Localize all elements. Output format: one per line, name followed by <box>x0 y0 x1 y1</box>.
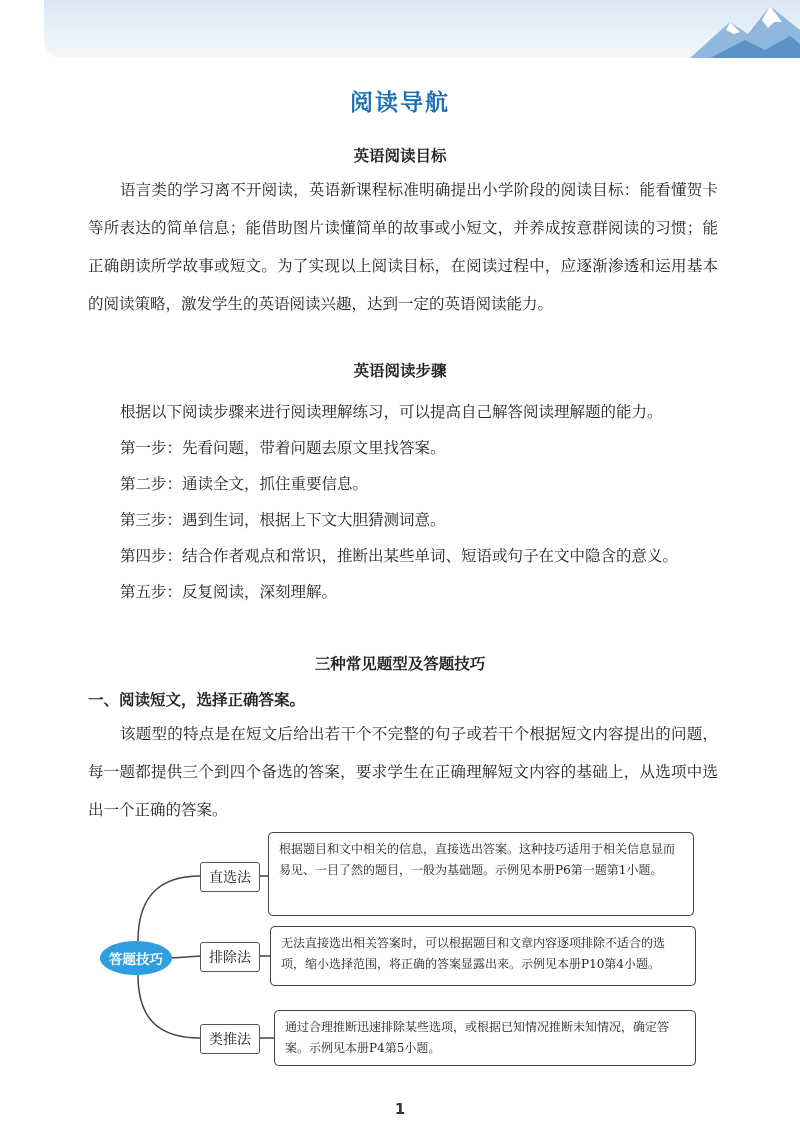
method-direct-select-desc: 根据题目和文中相关的信息，直接选出答案。这种技巧适用于相关信息显而易见、一目了然的题目，一般为基础题。示例见本册P6第一题第1小题。 <box>268 832 694 916</box>
page-title: 阅读导航 <box>350 89 450 116</box>
reading-steps-intro: 根据以下阅读步骤来进行阅读理解练习，可以提高自己解答阅读理解题的能力。 <box>120 403 663 421</box>
section-title-reading-steps: 英语阅读步骤 <box>353 362 447 380</box>
reading-step-1: 第一步：先看问题，带着问题去原文里找答案。 <box>120 439 446 457</box>
mindmap-hub: 答题技巧 <box>100 941 172 975</box>
method-direct-select: 直选法 <box>200 862 260 892</box>
reading-goals-paragraph: 语言类的学习离不开阅读，英语新课程标准明确提出小学阶段的阅读目标：能看懂贺卡等所表达的简单信息；能借助图片读懂简单的故事或小短文，并养成按意群阅读的习惯；能正确朗读所学故事或短文。为了实现以上阅读目标，在阅读过程中，应逐渐渗透和运用基本的阅读策略，激发学生的英语阅读兴趣，达到一定的英语阅读能力。 <box>88 181 718 313</box>
method-inference: 类推法 <box>200 1024 260 1054</box>
question-type-paragraph: 该题型的特点是在短文后给出若干个不完整的句子或若干个根据短文内容提出的问题，每一题都提供三个到四个备选的答案，要求学生在正确理解短文内容的基础上，从选项中选出一个正确的答案。 <box>88 725 718 819</box>
method-elimination-desc: 无法直接选出相关答案时，可以根据题目和文章内容逐项排除不适合的选项，缩小选择范围，将正确的答案显露出来。示例见本册P10第4小题。 <box>270 926 696 986</box>
method-elimination: 排除法 <box>200 942 260 972</box>
method-inference-desc: 通过合理推断迅速排除某些选项，或根据已知情况推断未知情况，确定答案。示例见本册P4第5小题。 <box>274 1010 696 1066</box>
page-number: 1 <box>394 1100 406 1118</box>
reading-step-3: 第三步：遇到生词，根据上下文大胆猜测词意。 <box>120 511 446 529</box>
question-type-subheading: 一、阅读短文，选择正确答案。 <box>88 691 306 709</box>
section-title-reading-goals: 英语阅读目标 <box>353 147 447 165</box>
snow-mountain-decoration <box>670 0 800 58</box>
reading-step-4: 第四步：结合作者观点和常识，推断出某些单词、短语或句子在文中隐含的意义。 <box>120 547 679 565</box>
answer-techniques-mindmap <box>98 828 708 1068</box>
reading-step-2: 第二步：通读全文，抓住重要信息。 <box>120 475 369 493</box>
reading-step-5: 第五步：反复阅读，深刻理解。 <box>120 583 338 601</box>
header-banner <box>44 0 800 58</box>
section-title-question-types: 三种常见题型及答题技巧 <box>314 655 486 673</box>
